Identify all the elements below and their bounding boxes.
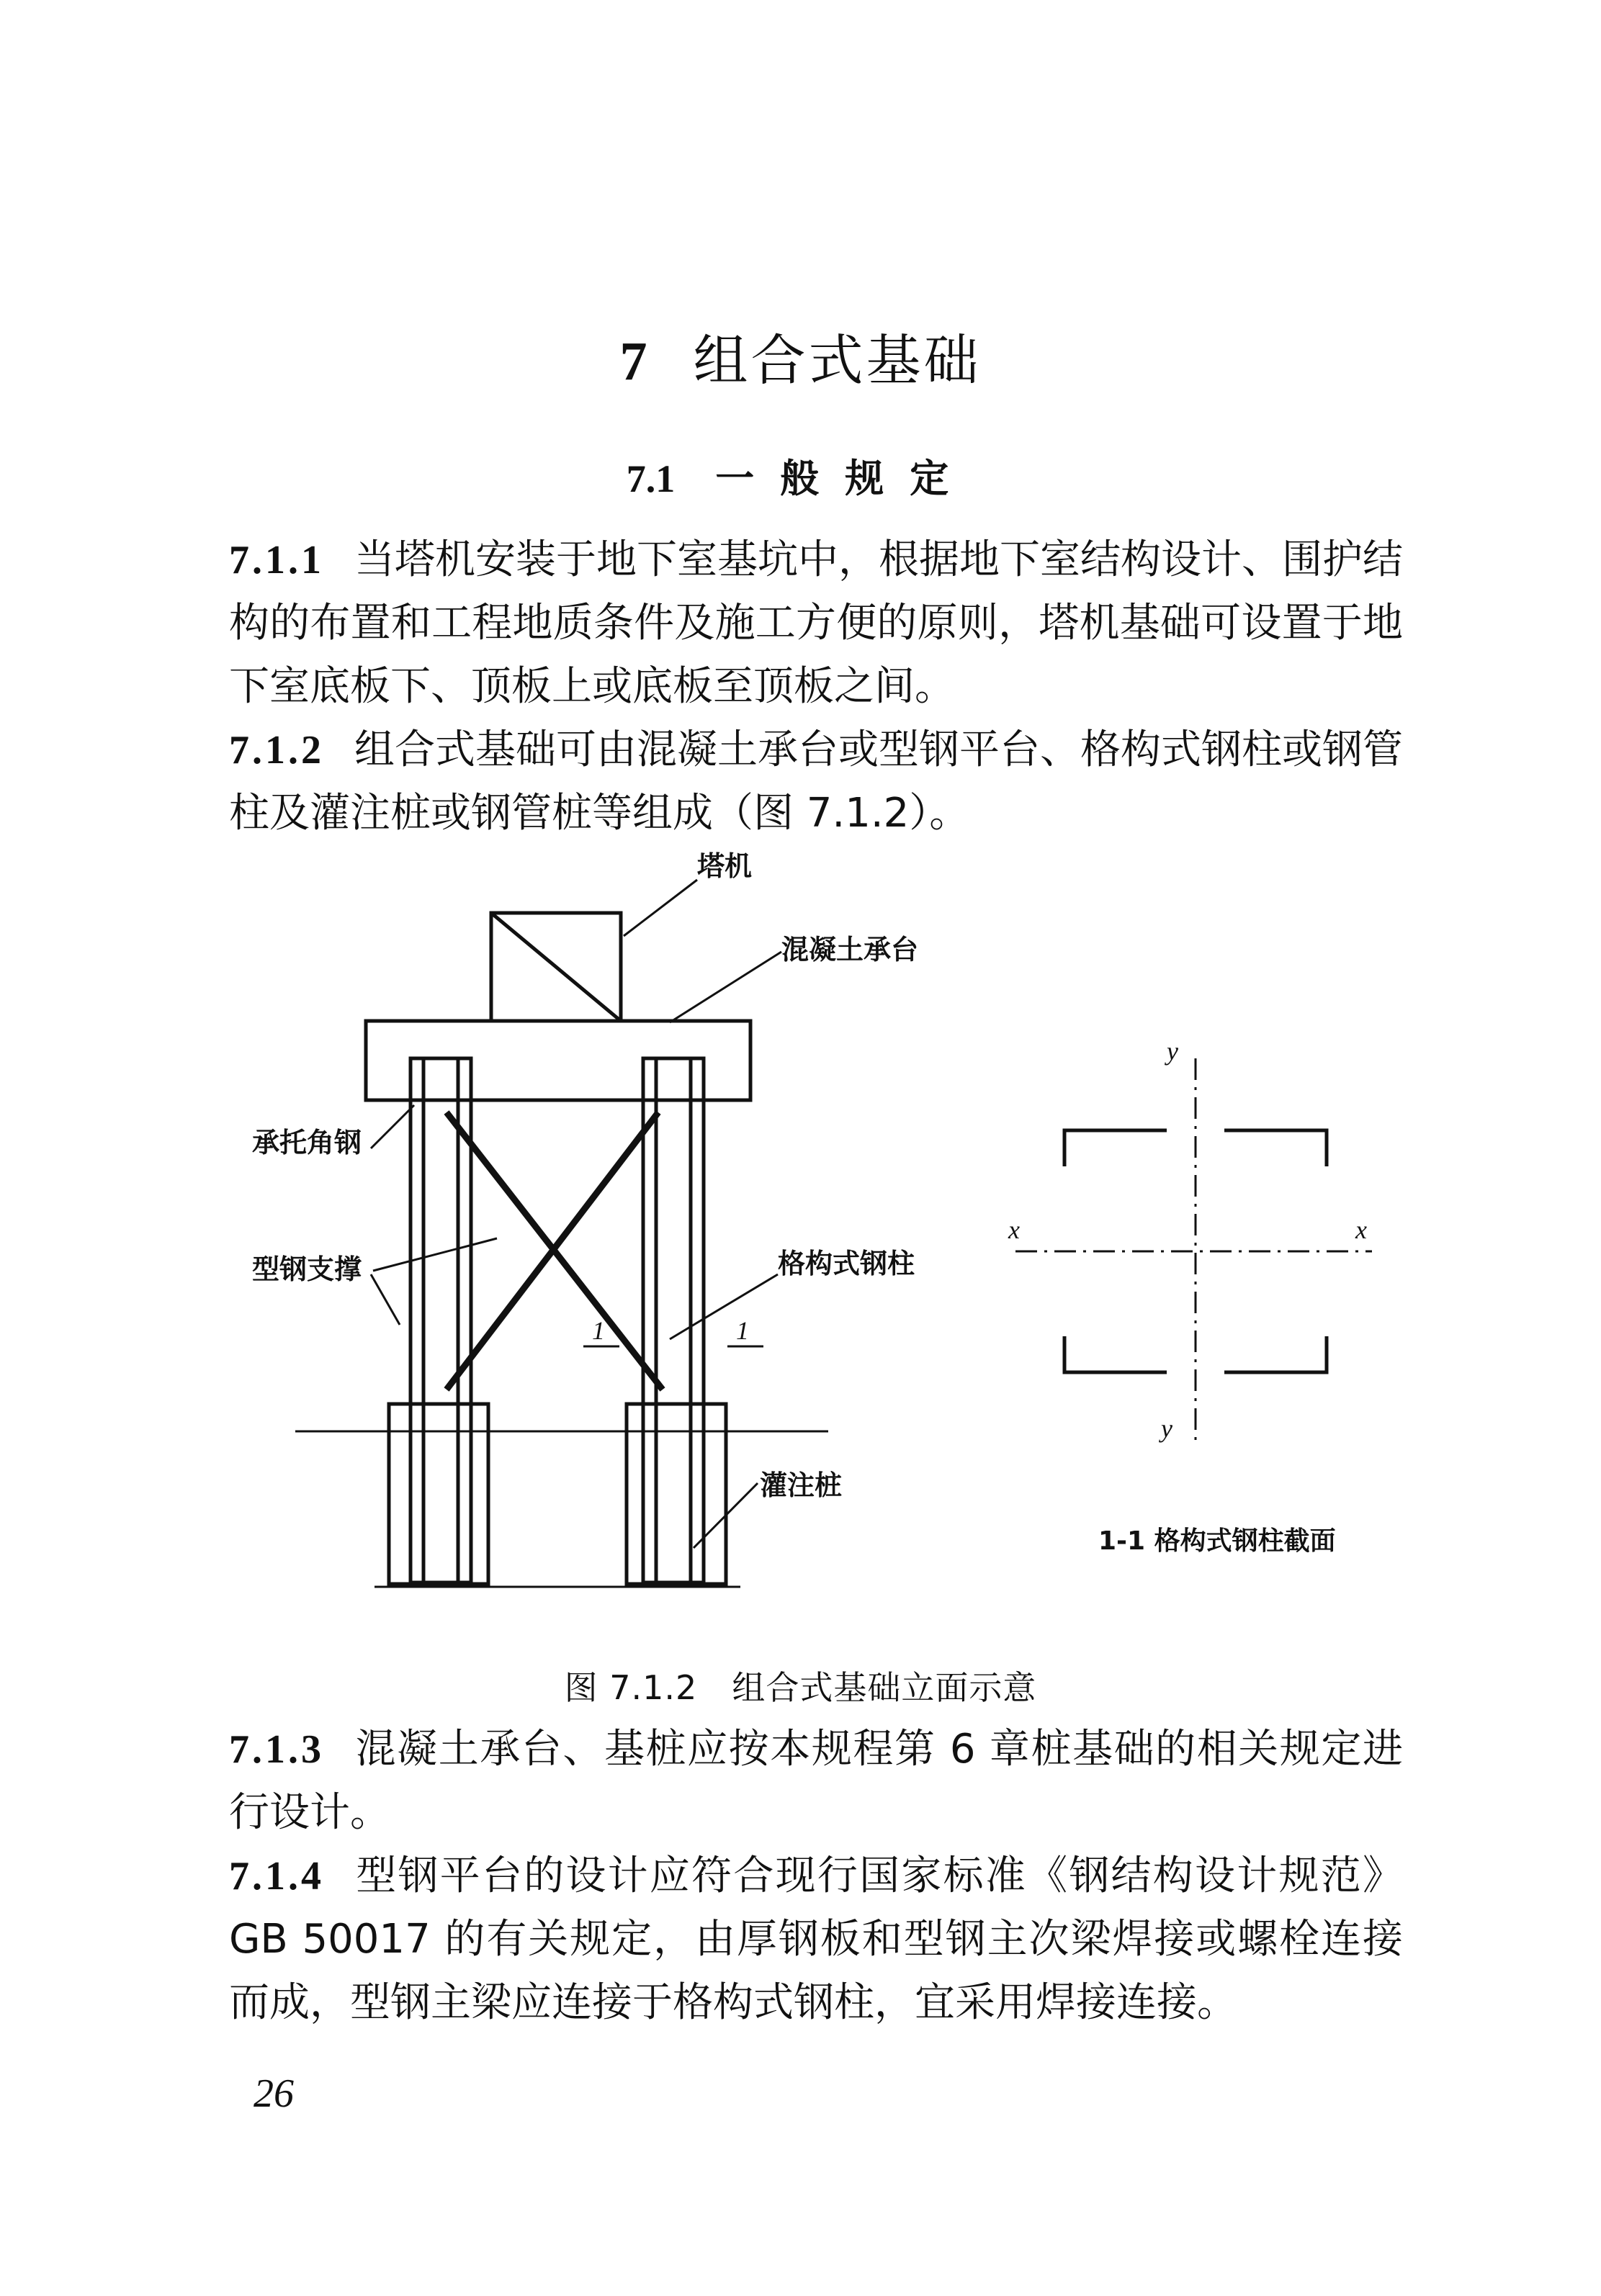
axis-y-bottom: y — [1161, 1414, 1172, 1443]
axis-x-left: x — [1008, 1215, 1020, 1244]
clause-text: 当塔机安装于地下室基坑中，根据地下室结构设计、围护结构的布置和工程地质条件及施工方便的原则，塔机基础可设置于地下室底板下、顶板上或底板至顶板之间。 — [229, 536, 1403, 710]
chapter-title: 组合式基础 — [693, 328, 982, 392]
label-concrete-cap: 混凝土承台 — [781, 934, 919, 965]
axis-y-top: y — [1167, 1037, 1178, 1066]
clause-number: 7.1.3 — [229, 1727, 324, 1772]
right-lattice-column — [643, 1058, 704, 1583]
label-brace: 型钢支撑 — [252, 1253, 362, 1285]
clause-text: 型钢平台的设计应符合现行国家标准《钢结构设计规范》GB 50017 的有关规定，由厚钢板和型钢主次梁焊接或螺栓连接而成，型钢主梁应连接于格构式钢柱，宜采用焊接连接。 — [229, 1852, 1403, 2026]
clause-text: 混凝土承台、基桩应按本规程第 6 章桩基础的相关规定进行设计。 — [229, 1726, 1403, 1836]
angle-top-right — [1224, 1130, 1327, 1166]
axis-x-right: x — [1355, 1215, 1367, 1244]
section-number: 7.1 — [626, 457, 676, 500]
caption-number: 图 7.1.2 — [564, 1668, 698, 1707]
label-section-title: 1-1 格构式钢柱截面 — [1098, 1526, 1336, 1556]
label-lattice-column: 格构式钢柱 — [778, 1248, 915, 1279]
label-angle: 承托角钢 — [252, 1127, 362, 1158]
label-pile: 灌注桩 — [760, 1469, 843, 1501]
clause-7-1-3 — [229, 1718, 1403, 1845]
page-number: 26 — [254, 2071, 294, 2116]
clause-number: 7.1.4 — [229, 1854, 324, 1899]
clause-7-1-4 — [229, 1845, 1403, 2035]
clause-number: 7.1.1 — [229, 538, 324, 582]
section-mark-left: 1 — [592, 1316, 605, 1345]
angle-bottom-right — [1224, 1336, 1327, 1372]
figure-caption — [0, 1662, 1601, 1709]
section-title: 一般规定 — [715, 456, 975, 501]
section-mark-right: 1 — [736, 1316, 749, 1345]
caption-title: 组合式基础立面示意 — [732, 1668, 1037, 1707]
chapter-number: 7 — [619, 331, 650, 392]
label-tower: 塔机 — [697, 850, 753, 882]
clause-text: 组合式基础可由混凝土承台或型钢平台、格构式钢柱或钢管柱及灌注桩或钢管桩等组成（图 7.1.2）。 — [229, 726, 1403, 837]
angle-top-left — [1064, 1130, 1167, 1166]
angle-bottom-left — [1064, 1336, 1167, 1372]
clause-number: 7.1.2 — [229, 728, 324, 773]
